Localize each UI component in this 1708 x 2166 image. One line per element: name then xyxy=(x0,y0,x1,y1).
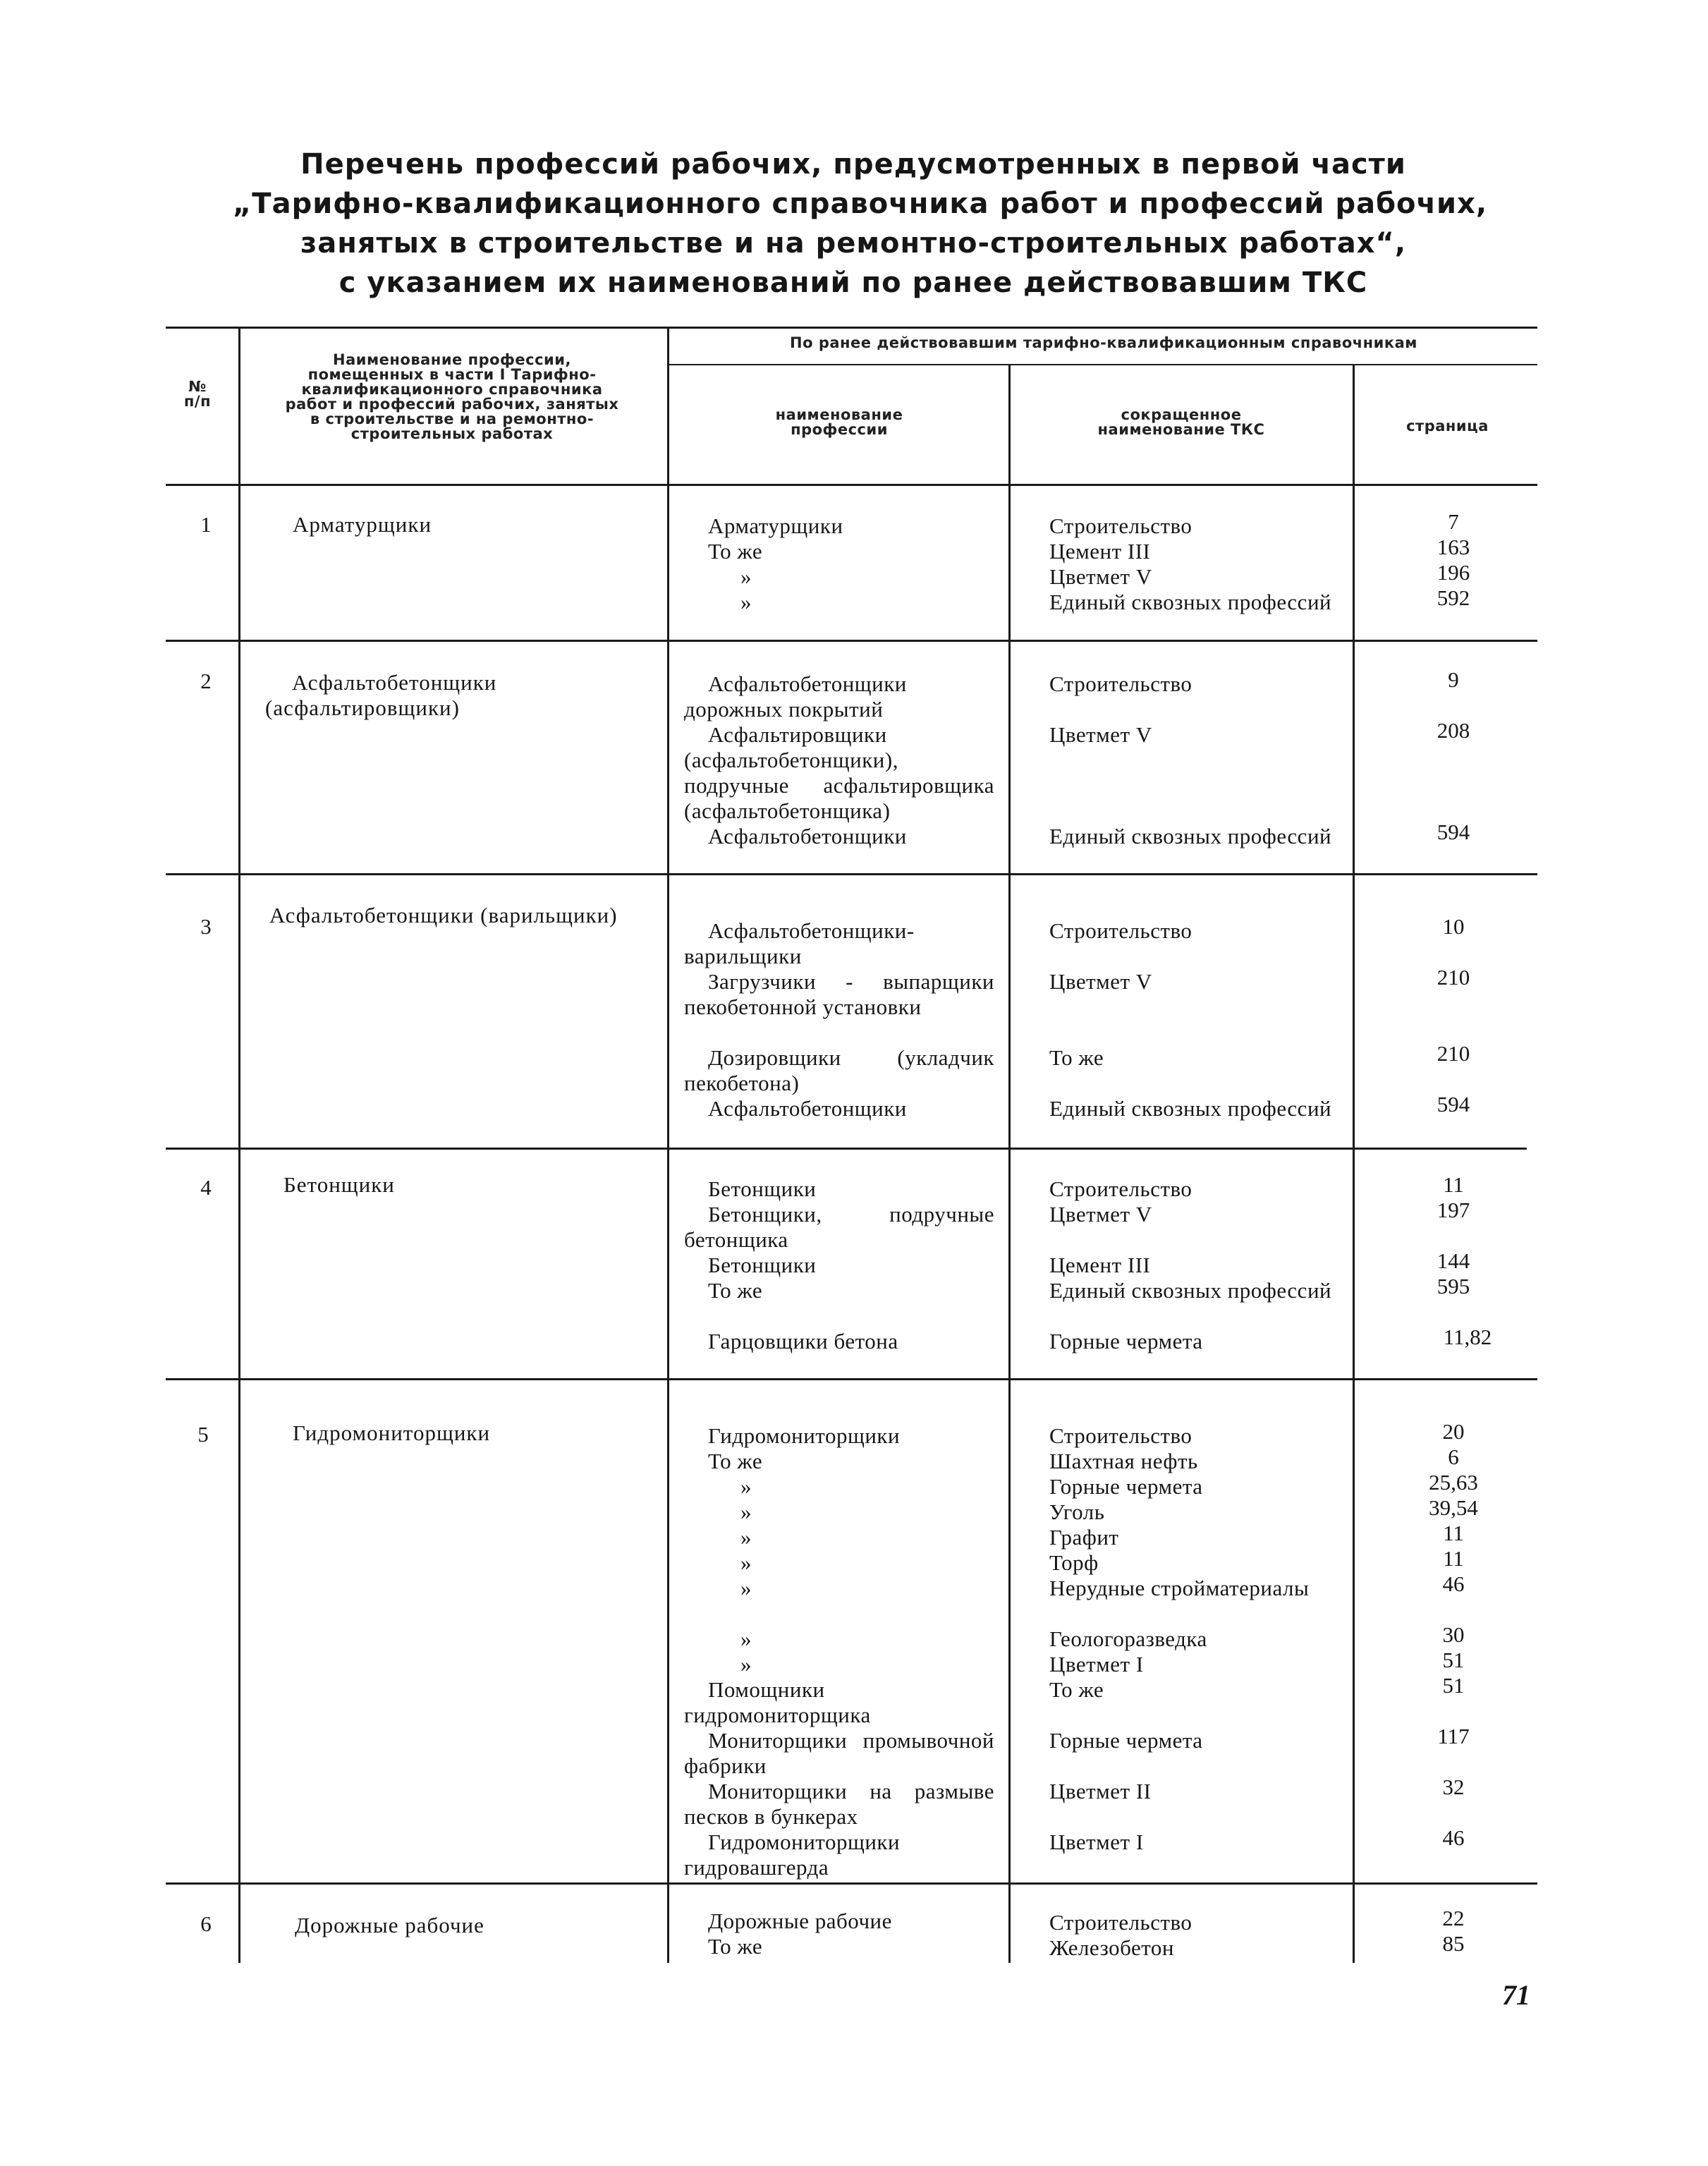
title-line: занятых в строительстве и на ремонтно-строительных работах“, xyxy=(300,227,1407,260)
tks-name: Строительство xyxy=(1049,513,1192,538)
tks-page: 51 xyxy=(1442,1648,1465,1672)
old-profession-name: » xyxy=(740,1626,752,1651)
row-profession: Асфальтобетонщики (варильщики) xyxy=(269,903,618,927)
old-profession-name: Гидромониторщики гидровашгерда xyxy=(684,1830,901,1880)
old-profession-name: Загрузчики - выпарщики пекобетонной установки xyxy=(684,969,994,1019)
tks-page: 9 xyxy=(1448,667,1459,692)
tks-name: Железобетон xyxy=(1049,1935,1174,1960)
tks-name: Цветмет V xyxy=(1049,722,1152,747)
tks-name: Торф xyxy=(1049,1550,1099,1575)
header-tks: сокращенное наименование ТКС xyxy=(1097,406,1265,438)
document-title xyxy=(233,145,1488,303)
old-profession-name: Мониторщики промывочной фабрики xyxy=(684,1728,994,1778)
tks-page: 11 xyxy=(1443,1546,1464,1571)
tks-page: 85 xyxy=(1442,1931,1465,1956)
tks-name: Единый сквозных профессий xyxy=(1049,590,1332,614)
tks-page: 11,82 xyxy=(1443,1325,1492,1349)
tks-name: Единый сквозных профессий xyxy=(1049,1096,1332,1121)
tks-name: Шахтная нефть xyxy=(1049,1449,1198,1473)
old-profession-name: » xyxy=(740,564,752,589)
tks-page: 6 xyxy=(1448,1444,1459,1469)
old-profession-name: Асфальтобетонщики xyxy=(708,824,907,848)
old-profession-name: Асфальтировщики (асфальтобетонщики), подручные асфальтировщика (асфальтобетонщика) xyxy=(684,722,994,823)
old-profession-name: » xyxy=(740,1652,752,1677)
tks-page: 208 xyxy=(1436,718,1470,743)
tks-name: То же xyxy=(1049,1045,1104,1070)
old-profession-name: Арматурщики xyxy=(708,513,843,538)
row-profession: Арматурщики xyxy=(293,512,432,537)
tks-page: 10 xyxy=(1442,914,1465,939)
tks-name: Нерудные стройматериалы xyxy=(1049,1576,1310,1600)
tks-name: Цемент III xyxy=(1049,539,1151,564)
tks-page: 22 xyxy=(1442,1906,1465,1930)
tks-name: Цемент III xyxy=(1049,1253,1151,1277)
tks-name: Горные чермета xyxy=(1049,1474,1203,1499)
tks-name: Горные чермета xyxy=(1049,1329,1203,1353)
tks-name: Единый сквозных профессий xyxy=(1049,824,1332,848)
table-top-rule xyxy=(166,327,1537,329)
tks-page: 196 xyxy=(1436,560,1470,585)
tks-name: Цветмет I xyxy=(1049,1652,1144,1677)
tks-name: Строительство xyxy=(1049,671,1192,696)
row-divider xyxy=(166,640,1537,642)
old-profession-name: Гарцовщики бетона xyxy=(708,1329,898,1353)
tks-name: Строительство xyxy=(1049,1423,1192,1448)
tks-page: 39,54 xyxy=(1429,1495,1478,1520)
tks-page: 30 xyxy=(1442,1622,1465,1647)
tks-name: Строительство xyxy=(1049,918,1192,943)
row-divider xyxy=(166,1882,1537,1885)
old-profession-name: Бетонщики xyxy=(708,1176,817,1201)
tks-name: Графит xyxy=(1049,1525,1119,1550)
row-number: 3 xyxy=(200,914,212,939)
row-number: 2 xyxy=(200,669,212,693)
tks-page: 11 xyxy=(1443,1172,1464,1197)
tks-page: 144 xyxy=(1436,1248,1470,1273)
row-number: 6 xyxy=(200,1911,212,1936)
tks-name: Строительство xyxy=(1049,1910,1192,1935)
old-profession-name: Мониторщики на размыве песков в бункерах xyxy=(684,1779,994,1829)
row-divider xyxy=(166,1148,1527,1150)
tks-page: 46 xyxy=(1442,1571,1465,1596)
title-line: Перечень профессий рабочих, предусмотренных в первой части xyxy=(300,148,1406,181)
tks-page: 210 xyxy=(1436,1041,1470,1066)
row-profession: Бетонщики xyxy=(283,1172,395,1197)
tks-page: 592 xyxy=(1436,585,1470,610)
tks-name: Геологоразведка xyxy=(1049,1626,1207,1651)
tks-name: Цветмет V xyxy=(1049,1202,1152,1227)
old-profession-name: То же xyxy=(708,539,763,564)
header-old-name: наименование профессии xyxy=(775,406,903,438)
tks-name: Цветмет V xyxy=(1049,969,1152,994)
header-profession: Наименование профессии, помещенных в части I Тарифно- квалификационного справочника работ и профессий рабочих, занятых в строительстве и на ремонтно- строительных работах xyxy=(285,351,619,442)
old-profession-name: Дозировщики (укладчик пекобетона) xyxy=(684,1045,994,1095)
old-profession-name: » xyxy=(740,1576,752,1600)
page-number: 71 xyxy=(1502,1979,1530,2011)
column-rule xyxy=(1008,364,1011,1963)
column-rule xyxy=(1353,364,1355,1963)
old-profession-name: Асфальтобетонщики дорожных покрытий xyxy=(684,671,907,722)
header-page: страница xyxy=(1406,418,1489,434)
old-profession-name: » xyxy=(740,1474,752,1499)
tks-page: 197 xyxy=(1436,1198,1470,1222)
title-line: с указанием их наименований по ранее действовавшим ТКС xyxy=(338,267,1368,299)
tks-name: То же xyxy=(1049,1677,1104,1702)
tks-page: 163 xyxy=(1436,535,1470,559)
tks-page: 595 xyxy=(1436,1274,1470,1298)
old-profession-name: » xyxy=(740,590,752,614)
old-profession-name: Асфальтобетонщики xyxy=(708,1096,907,1121)
tks-page: 210 xyxy=(1436,965,1470,990)
column-rule xyxy=(667,327,669,1963)
tks-page: 594 xyxy=(1436,1092,1470,1117)
row-divider xyxy=(166,873,1537,875)
old-profession-name: » xyxy=(740,1499,752,1524)
row-divider xyxy=(166,1378,1537,1380)
tks-name: Строительство xyxy=(1049,1176,1192,1201)
column-rule xyxy=(238,327,240,1963)
header-num: № п/п xyxy=(183,378,212,410)
old-profession-name: Дорожные рабочие xyxy=(708,1909,892,1933)
row-profession: Гидромониторщики xyxy=(293,1420,491,1445)
tks-page: 11 xyxy=(1443,1521,1464,1545)
old-profession-name: Помощники гидромониторщика xyxy=(684,1677,871,1727)
tks-page: 117 xyxy=(1437,1724,1470,1748)
row-profession: Асфальтобетонщики (асфальтировщики) xyxy=(265,670,497,720)
tks-page: 594 xyxy=(1436,820,1470,844)
group-header-rule xyxy=(669,364,1537,365)
tks-name: Цветмет II xyxy=(1049,1779,1152,1803)
tks-page: 25,63 xyxy=(1429,1470,1478,1495)
tks-page: 32 xyxy=(1442,1775,1465,1799)
old-profession-name: Гидромониторщики xyxy=(708,1423,901,1448)
row-profession: Дорожные рабочие xyxy=(295,1913,484,1937)
row-number: 4 xyxy=(200,1175,212,1200)
tks-name: Уголь xyxy=(1049,1499,1105,1524)
header-group: По ранее действовавшим тарифно-квалификационным справочникам xyxy=(790,334,1417,351)
tks-page: 20 xyxy=(1442,1419,1465,1444)
row-number: 1 xyxy=(200,512,212,537)
tks-page: 7 xyxy=(1448,509,1459,534)
tks-name: Цветмет I xyxy=(1049,1830,1144,1854)
tks-page: 51 xyxy=(1442,1673,1465,1698)
old-profession-name: То же xyxy=(708,1278,763,1303)
old-profession-name: То же xyxy=(708,1449,763,1473)
old-profession-name: То же xyxy=(708,1934,763,1959)
old-profession-name: Бетонщики xyxy=(708,1253,817,1277)
title-line: „Тарифно-квалификационного справочника работ и профессий рабочих, xyxy=(233,188,1488,220)
header-bottom-rule xyxy=(166,484,1537,486)
tks-name: Цветмет V xyxy=(1049,564,1152,589)
old-profession-name: » xyxy=(740,1525,752,1550)
row-number: 5 xyxy=(197,1422,209,1447)
tks-page: 46 xyxy=(1442,1825,1465,1850)
old-profession-name: Бетонщики, подручные бетонщика xyxy=(684,1202,994,1252)
tks-name: Единый сквозных профессий xyxy=(1049,1278,1332,1303)
old-profession-name: » xyxy=(740,1550,752,1575)
tks-name: Горные чермета xyxy=(1049,1728,1203,1753)
old-profession-name: Асфальтобетонщики-варильщики xyxy=(684,918,915,968)
